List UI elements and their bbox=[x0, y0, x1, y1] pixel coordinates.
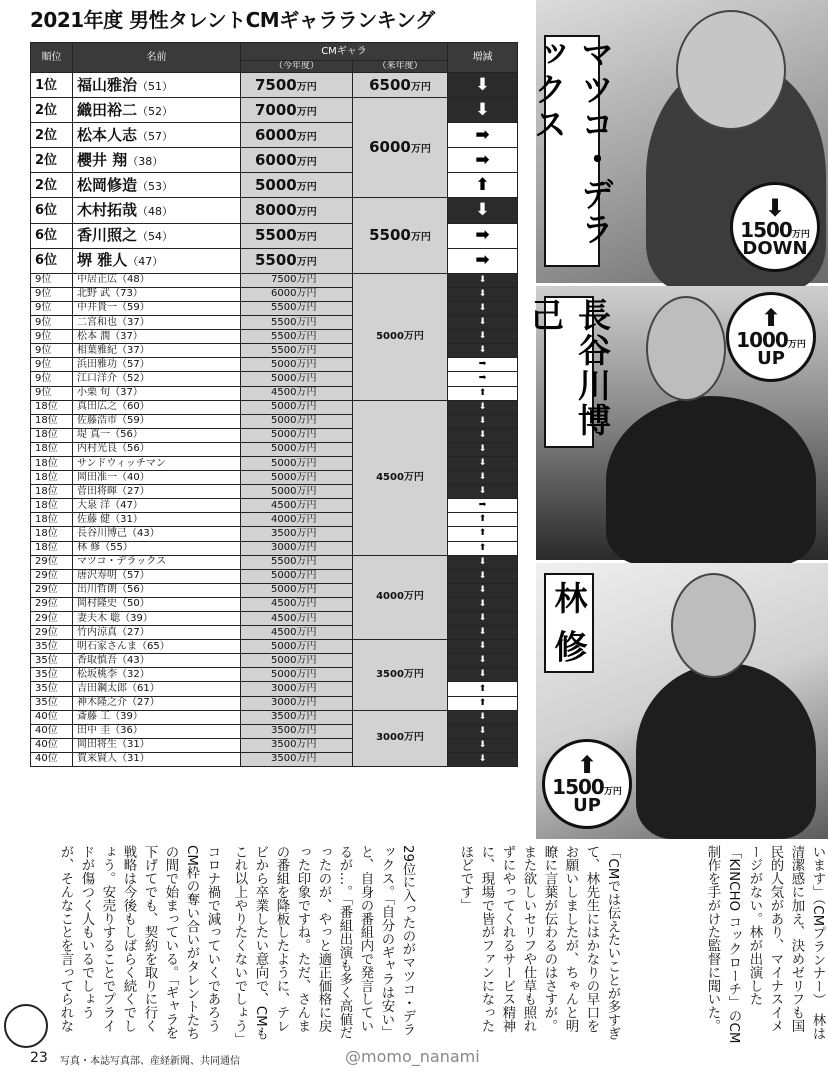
article-column: 「CMでは伝えたいことが多すぎて、林先生にはかなりの早口をお願いしましたが、ちゃんと明瞭に言葉が伝わるのはさすが。また欲しいセリフや仕草も照れずにやってくれるサービス精神に、現場で皆がファンになったほどです」 bbox=[458, 845, 620, 1041]
badge-amount: 1000 bbox=[736, 328, 788, 352]
name-cell: 田中 圭（36） bbox=[73, 724, 241, 738]
name-text: 松岡修造 bbox=[77, 175, 138, 194]
badge-direction: DOWN bbox=[742, 238, 808, 259]
this-year-fee-cell: 4000万円 bbox=[241, 513, 353, 527]
person-head bbox=[676, 10, 786, 130]
next-year-fee-cell: 4500万円 bbox=[353, 400, 448, 555]
arrow-down-icon: ⬇ bbox=[448, 400, 518, 414]
next-year-fee-cell bbox=[353, 73, 448, 98]
rank-cell: 29位 bbox=[31, 569, 73, 583]
name-cell: 菅田将暉（27） bbox=[73, 485, 241, 499]
this-year-fee-cell: 4500万円 bbox=[241, 597, 353, 611]
fee-value: 6500 bbox=[369, 75, 411, 94]
name-cell: 松坂桃李（32） bbox=[73, 668, 241, 682]
rank-cell: 18位 bbox=[31, 527, 73, 541]
rank-cell: 29位 bbox=[31, 612, 73, 626]
this-year-fee-cell: 4500万円 bbox=[241, 626, 353, 640]
arrow-up-icon: ⬆ bbox=[576, 751, 598, 779]
arrow-down-icon: ⬇ bbox=[448, 597, 518, 611]
arrow-down-icon: ⬇ bbox=[448, 738, 518, 752]
article-column: います」（CMプランナー） 林は清潔感に加え、決めゼリフも国民的人気があり、マイナスイメージがない。林が出演した「KINCHO コックローチ」のCM制作を手がけた監督に聞いた。 bbox=[705, 845, 825, 1044]
this-year-fee-cell bbox=[241, 123, 353, 148]
rank-cell: 29位 bbox=[31, 626, 73, 640]
person-head bbox=[671, 573, 756, 678]
this-year-fee-cell: 5000万円 bbox=[241, 471, 353, 485]
header-change: 増減 bbox=[448, 43, 518, 73]
this-year-fee-cell: 5000万円 bbox=[241, 654, 353, 668]
rank-cell: 18位 bbox=[31, 485, 73, 499]
rank-cell: 35位 bbox=[31, 640, 73, 654]
name-cell: 佐藤 健（31） bbox=[73, 513, 241, 527]
name-text: 堺 雅人 bbox=[77, 251, 128, 270]
name-cell: 岡田将生（31） bbox=[73, 738, 241, 752]
arrow-down-icon: ⬇ bbox=[448, 654, 518, 668]
this-year-fee-cell: 5000万円 bbox=[241, 668, 353, 682]
fee-unit: 万円 bbox=[410, 232, 431, 244]
this-year-fee-cell: 4500万円 bbox=[241, 386, 353, 400]
rank-cell: 6位 bbox=[31, 248, 73, 273]
arrow-down-icon: ⬇ bbox=[448, 710, 518, 724]
next-year-fee-cell: 3000万円 bbox=[353, 710, 448, 766]
rank-cell: 6位 bbox=[31, 223, 73, 248]
this-year-fee-cell bbox=[241, 73, 353, 98]
fee-unit: 万円 bbox=[296, 207, 317, 219]
rank-cell: 18位 bbox=[31, 471, 73, 485]
ranking-table bbox=[30, 42, 518, 767]
this-year-fee-cell bbox=[241, 223, 353, 248]
rank-cell: 2位 bbox=[31, 148, 73, 173]
table-row bbox=[31, 400, 518, 414]
name-cell: 吉田鋼太郎（61） bbox=[73, 682, 241, 696]
mascot-illustration bbox=[4, 1004, 48, 1048]
rank-cell: 35位 bbox=[31, 668, 73, 682]
fee-value: 5000 bbox=[255, 175, 297, 194]
this-year-fee-cell: 5000万円 bbox=[241, 372, 353, 386]
rank-cell: 18位 bbox=[31, 541, 73, 555]
this-year-fee-cell: 5000万円 bbox=[241, 428, 353, 442]
name-cell: 妻夫木 聡（39） bbox=[73, 612, 241, 626]
name-cell: 相葉雅紀（37） bbox=[73, 344, 241, 358]
this-year-fee-cell: 5000万円 bbox=[241, 400, 353, 414]
fee-change-badge bbox=[730, 182, 820, 272]
name-cell bbox=[73, 223, 241, 248]
arrow-down-icon: ⬇ bbox=[448, 569, 518, 583]
table-row bbox=[31, 640, 518, 654]
rank-cell: 40位 bbox=[31, 710, 73, 724]
arrow-up-icon: ⬆ bbox=[448, 386, 518, 400]
age-text: （54） bbox=[137, 230, 174, 244]
this-year-fee-cell: 5000万円 bbox=[241, 485, 353, 499]
article-column: 29位に入ったのがマツコ・デラックス。「自分のギャラは安い」と、自身の番組内で発言しているが…。「番組出演も多く高値だったのが、やっと適正価格に戻った印象ですね。ただ、さんまの番組を降板したように、テレビから卒業したい意向で、CMもこれ以上やりたくないでしょう」 bbox=[232, 845, 415, 1041]
table-row bbox=[31, 198, 518, 223]
rank-cell: 40位 bbox=[31, 738, 73, 752]
name-cell bbox=[73, 198, 241, 223]
badge-amount: 1500 bbox=[740, 218, 792, 242]
this-year-fee-cell bbox=[241, 173, 353, 198]
arrow-right-icon: ➡ bbox=[448, 372, 518, 386]
name-cell: 明石家さんま（65） bbox=[73, 640, 241, 654]
person-figure bbox=[636, 663, 816, 839]
fee-value: 8000 bbox=[255, 201, 297, 220]
rank-cell: 9位 bbox=[31, 386, 73, 400]
name-text: 香川照之 bbox=[77, 226, 138, 245]
page-number: 23 bbox=[30, 1050, 48, 1066]
rank-cell: 9位 bbox=[31, 273, 73, 287]
name-cell bbox=[73, 98, 241, 123]
name-cell: 内村光良（56） bbox=[73, 442, 241, 456]
fee-value: 7500 bbox=[255, 75, 297, 94]
this-year-fee-cell: 5000万円 bbox=[241, 456, 353, 470]
fee-unit: 万円 bbox=[296, 106, 317, 118]
fee-unit: 万円 bbox=[296, 156, 317, 168]
name-cell: 松本 潤（37） bbox=[73, 330, 241, 344]
arrow-down-icon: ⬇ bbox=[448, 330, 518, 344]
badge-amount: 1500 bbox=[552, 775, 604, 799]
this-year-fee-cell: 5500万円 bbox=[241, 301, 353, 315]
header-fee: CMギャラ bbox=[241, 43, 448, 61]
name-cell: 江口洋介（52） bbox=[73, 372, 241, 386]
rank-cell: 9位 bbox=[31, 358, 73, 372]
arrow-right-icon: ➡ bbox=[448, 148, 518, 173]
rank-cell: 18位 bbox=[31, 428, 73, 442]
name-cell: 唐沢寿明（57） bbox=[73, 569, 241, 583]
name-cell: 小栗 旬（37） bbox=[73, 386, 241, 400]
fee-change-badge bbox=[726, 292, 816, 382]
table-row bbox=[31, 273, 518, 287]
this-year-fee-cell: 5500万円 bbox=[241, 344, 353, 358]
name-cell: 浜田雅功（57） bbox=[73, 358, 241, 372]
age-text: （48） bbox=[137, 205, 174, 219]
badge-direction: UP bbox=[573, 795, 601, 816]
rank-cell: 9位 bbox=[31, 316, 73, 330]
age-text: （38） bbox=[127, 154, 164, 168]
this-year-fee-cell: 3500万円 bbox=[241, 527, 353, 541]
page-title: 2021年度 男性タレントCMギャラランキング bbox=[30, 8, 435, 32]
this-year-fee-cell: 5000万円 bbox=[241, 640, 353, 654]
rank-cell: 18位 bbox=[31, 442, 73, 456]
name-cell: 出川哲朗（56） bbox=[73, 583, 241, 597]
arrow-down-icon: ⬇ bbox=[448, 287, 518, 301]
table-row bbox=[31, 98, 518, 123]
this-year-fee-cell: 3000万円 bbox=[241, 541, 353, 555]
name-cell: 長谷川博己（43） bbox=[73, 527, 241, 541]
arrow-right-icon: ➡ bbox=[448, 499, 518, 513]
rank-cell: 35位 bbox=[31, 682, 73, 696]
table-row bbox=[31, 73, 518, 98]
arrow-up-icon: ⬆ bbox=[448, 682, 518, 696]
rank-cell: 40位 bbox=[31, 724, 73, 738]
rank-cell: 2位 bbox=[31, 173, 73, 198]
rank-cell: 29位 bbox=[31, 555, 73, 569]
age-text: （57） bbox=[137, 129, 174, 143]
arrow-up-icon: ⬆ bbox=[448, 696, 518, 710]
this-year-fee-cell bbox=[241, 198, 353, 223]
watermark: @momo_nanami bbox=[345, 1047, 480, 1066]
article-body bbox=[56, 845, 828, 1045]
arrow-down-icon: ⬇ bbox=[448, 73, 518, 98]
arrow-down-icon: ⬇ bbox=[448, 612, 518, 626]
arrow-down-icon: ⬇ bbox=[448, 456, 518, 470]
this-year-fee-cell: 3500万円 bbox=[241, 752, 353, 766]
arrow-down-icon: ⬇ bbox=[764, 194, 786, 222]
badge-unit: 万円 bbox=[791, 230, 810, 240]
header-name: 名前 bbox=[73, 43, 241, 73]
fee-value: 7000 bbox=[255, 100, 297, 119]
fee-unit: 万円 bbox=[296, 131, 317, 143]
arrow-down-icon: ⬇ bbox=[448, 442, 518, 456]
rank-cell: 9位 bbox=[31, 287, 73, 301]
next-year-fee-cell: 3500万円 bbox=[353, 640, 448, 710]
fee-value: 6000 bbox=[369, 138, 411, 157]
arrow-down-icon: ⬇ bbox=[448, 428, 518, 442]
rank-cell: 18位 bbox=[31, 499, 73, 513]
this-year-fee-cell: 5500万円 bbox=[241, 330, 353, 344]
next-year-fee-cell bbox=[353, 198, 448, 273]
photo-matsuko bbox=[529, 0, 828, 283]
name-cell: サンドウィッチマン bbox=[73, 456, 241, 470]
arrow-down-icon: ⬇ bbox=[448, 640, 518, 654]
name-text: 織田裕二 bbox=[77, 100, 138, 119]
arrow-down-icon: ⬇ bbox=[448, 485, 518, 499]
article-column: コロナ禍で減っていくであろうCM枠の奪い合いがタレントたちの間で始まっている。「ギャラを下げてでも、契約を取りに行く戦略は今後もしばらく続くでしょう。安売りすることでプライドが傷つく人もいるでしょうが、そんなことを言ってられな bbox=[58, 845, 220, 1041]
rank-cell: 1位 bbox=[31, 73, 73, 98]
rank-cell: 6位 bbox=[31, 198, 73, 223]
this-year-fee-cell: 5000万円 bbox=[241, 414, 353, 428]
name-cell: 竹内涼真（27） bbox=[73, 626, 241, 640]
photo-hasegawa bbox=[526, 286, 828, 560]
arrow-down-icon: ⬇ bbox=[448, 724, 518, 738]
name-cell bbox=[73, 123, 241, 148]
name-cell: 斎藤 工（39） bbox=[73, 710, 241, 724]
person-head bbox=[646, 296, 726, 401]
badge-unit: 万円 bbox=[787, 340, 806, 350]
name-cell bbox=[73, 73, 241, 98]
photo-name-label: 林 修 bbox=[544, 573, 594, 673]
arrow-down-icon: ⬇ bbox=[448, 471, 518, 485]
fee-unit: 万円 bbox=[410, 81, 431, 93]
arrow-up-icon: ⬆ bbox=[448, 527, 518, 541]
name-cell: 二宮和也（37） bbox=[73, 316, 241, 330]
fee-value: 5500 bbox=[255, 251, 297, 270]
arrow-down-icon: ⬇ bbox=[448, 555, 518, 569]
arrow-down-icon: ⬇ bbox=[448, 198, 518, 223]
rank-cell: 18位 bbox=[31, 400, 73, 414]
name-cell: 北野 武（73） bbox=[73, 287, 241, 301]
fee-value: 6000 bbox=[255, 125, 297, 144]
fee-value: 5500 bbox=[255, 226, 297, 245]
rank-cell: 2位 bbox=[31, 98, 73, 123]
rank-cell: 35位 bbox=[31, 654, 73, 668]
rank-cell: 35位 bbox=[31, 696, 73, 710]
rank-cell: 18位 bbox=[31, 513, 73, 527]
name-cell: 香取慎吾（43） bbox=[73, 654, 241, 668]
name-cell: 林 修（55） bbox=[73, 541, 241, 555]
header-rank: 順位 bbox=[31, 43, 73, 73]
fee-unit: 万円 bbox=[296, 181, 317, 193]
this-year-fee-cell: 5500万円 bbox=[241, 316, 353, 330]
photo-name-label: マツコ・デラックス bbox=[544, 35, 600, 267]
name-cell: 佐藤浩市（59） bbox=[73, 414, 241, 428]
header-this-year: （今年度） bbox=[241, 61, 353, 73]
photo-hayashi bbox=[536, 563, 828, 839]
rank-cell: 18位 bbox=[31, 456, 73, 470]
this-year-fee-cell: 3000万円 bbox=[241, 696, 353, 710]
next-year-fee-cell: 4000万円 bbox=[353, 555, 448, 640]
name-text: 福山雅治 bbox=[77, 75, 138, 94]
photo-name-label: 長谷川博己 bbox=[544, 296, 594, 448]
this-year-fee-cell bbox=[241, 248, 353, 273]
this-year-fee-cell bbox=[241, 98, 353, 123]
arrow-down-icon: ⬇ bbox=[448, 273, 518, 287]
arrow-down-icon: ⬇ bbox=[448, 752, 518, 766]
name-text: 櫻井 翔 bbox=[77, 150, 128, 169]
fee-value: 5500 bbox=[369, 226, 411, 245]
arrow-up-icon: ⬆ bbox=[448, 541, 518, 555]
name-text: 木村拓哉 bbox=[77, 201, 138, 220]
name-cell: 中居正広（48） bbox=[73, 273, 241, 287]
name-cell: 神木隆之介（27） bbox=[73, 696, 241, 710]
rank-cell: 29位 bbox=[31, 583, 73, 597]
fee-change-badge bbox=[542, 739, 632, 829]
this-year-fee-cell: 6000万円 bbox=[241, 287, 353, 301]
this-year-fee-cell: 5000万円 bbox=[241, 583, 353, 597]
this-year-fee-cell: 3000万円 bbox=[241, 682, 353, 696]
name-cell: 大泉 洋（47） bbox=[73, 499, 241, 513]
name-cell bbox=[73, 248, 241, 273]
fee-unit: 万円 bbox=[410, 144, 431, 156]
arrow-right-icon: ➡ bbox=[448, 223, 518, 248]
rank-cell: 9位 bbox=[31, 372, 73, 386]
rank-cell: 9位 bbox=[31, 330, 73, 344]
name-cell bbox=[73, 173, 241, 198]
this-year-fee-cell bbox=[241, 148, 353, 173]
name-cell: 賀来賢人（31） bbox=[73, 752, 241, 766]
arrow-down-icon: ⬇ bbox=[448, 344, 518, 358]
arrow-down-icon: ⬇ bbox=[448, 626, 518, 640]
next-year-fee-cell: 5000万円 bbox=[353, 273, 448, 400]
arrow-right-icon: ➡ bbox=[448, 123, 518, 148]
arrow-down-icon: ⬇ bbox=[448, 98, 518, 123]
photo-credit: 写真・本誌写真部、産経新聞、共同通信 bbox=[60, 1056, 240, 1067]
name-cell: 真田広之（60） bbox=[73, 400, 241, 414]
this-year-fee-cell: 5000万円 bbox=[241, 442, 353, 456]
name-cell: 岡村隆史（50） bbox=[73, 597, 241, 611]
name-cell: 堤 真一（56） bbox=[73, 428, 241, 442]
name-text: 松本人志 bbox=[77, 125, 138, 144]
fee-unit: 万円 bbox=[296, 257, 317, 269]
arrow-up-icon: ⬆ bbox=[448, 173, 518, 198]
this-year-fee-cell: 3500万円 bbox=[241, 710, 353, 724]
arrow-right-icon: ➡ bbox=[448, 358, 518, 372]
name-cell: マツコ・デラックス bbox=[73, 555, 241, 569]
this-year-fee-cell: 4500万円 bbox=[241, 612, 353, 626]
rank-cell: 29位 bbox=[31, 597, 73, 611]
this-year-fee-cell: 5000万円 bbox=[241, 358, 353, 372]
name-cell: 中井貴一（59） bbox=[73, 301, 241, 315]
fee-value: 6000 bbox=[255, 150, 297, 169]
this-year-fee-cell: 5500万円 bbox=[241, 555, 353, 569]
rank-cell: 40位 bbox=[31, 752, 73, 766]
rank-cell: 18位 bbox=[31, 414, 73, 428]
rank-cell: 9位 bbox=[31, 344, 73, 358]
header-next-year: （来年度） bbox=[353, 61, 448, 73]
next-year-fee-cell bbox=[353, 98, 448, 198]
name-cell: 岡田准一（40） bbox=[73, 471, 241, 485]
age-text: （52） bbox=[137, 104, 174, 118]
age-text: （53） bbox=[137, 179, 174, 193]
this-year-fee-cell: 4500万円 bbox=[241, 499, 353, 513]
this-year-fee-cell: 7500万円 bbox=[241, 273, 353, 287]
this-year-fee-cell: 3500万円 bbox=[241, 724, 353, 738]
arrow-right-icon: ➡ bbox=[448, 248, 518, 273]
arrow-down-icon: ⬇ bbox=[448, 668, 518, 682]
table-row bbox=[31, 555, 518, 569]
this-year-fee-cell: 3500万円 bbox=[241, 738, 353, 752]
rank-cell: 2位 bbox=[31, 123, 73, 148]
table-row bbox=[31, 710, 518, 724]
age-text: （51） bbox=[137, 79, 174, 93]
arrow-down-icon: ⬇ bbox=[448, 414, 518, 428]
this-year-fee-cell: 5000万円 bbox=[241, 569, 353, 583]
badge-unit: 万円 bbox=[603, 787, 622, 797]
name-cell bbox=[73, 148, 241, 173]
age-text: （47） bbox=[127, 255, 164, 269]
badge-direction: UP bbox=[757, 348, 785, 369]
arrow-down-icon: ⬇ bbox=[448, 301, 518, 315]
arrow-down-icon: ⬇ bbox=[448, 583, 518, 597]
fee-unit: 万円 bbox=[296, 232, 317, 244]
rank-cell: 9位 bbox=[31, 301, 73, 315]
person-figure bbox=[606, 396, 816, 566]
fee-unit: 万円 bbox=[296, 81, 317, 93]
arrow-up-icon: ⬆ bbox=[448, 513, 518, 527]
arrow-up-icon: ⬆ bbox=[760, 304, 782, 332]
arrow-down-icon: ⬇ bbox=[448, 316, 518, 330]
